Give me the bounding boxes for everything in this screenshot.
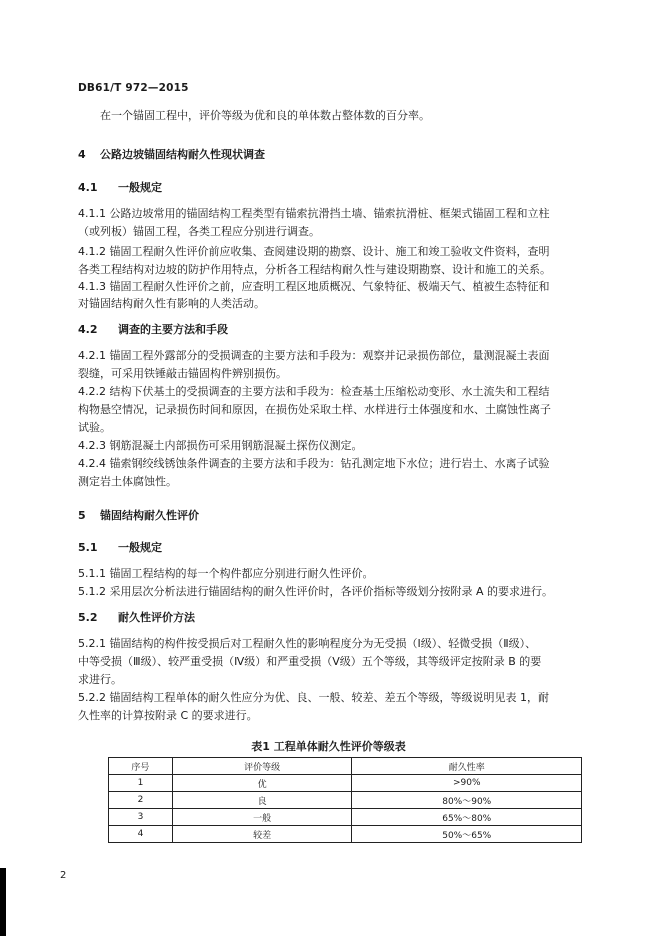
clause-5-1-1-line-1: 5.1.1 锚固工程结构的每一个构件都应分别进行耐久性评价。 [78,567,374,580]
clause-5-2-1-line-2: 中等受损（Ⅲ级）、较严重受损（Ⅳ级）和严重受损（Ⅴ级）五个等级，其等级评定按附录 B 的要 [78,655,542,668]
column-header-index: 序号 [109,758,173,775]
scan-edge-mark [0,868,6,936]
clause-4-1-3-line-1: 4.1.3 锚固工程耐久性评价之前，应查明工程区地质概况、气象特征、极端天气、植被生态特征和 [78,280,550,293]
section-5-2-heading [78,610,195,626]
cell-rate: 50%～65% [352,826,582,843]
clause-4-1-1-line-1: 4.1.1 公路边坡常用的锚固结构工程类型有锚索抗滑挡土墙、锚索抗滑桩、框架式锚固工程和立柱 [78,207,550,220]
section-4-number: 4 [78,148,86,161]
cell-index: 2 [109,792,173,809]
cell-grade: 优 [172,775,352,792]
durability-grade-table [108,757,582,843]
section-5-1-heading [78,540,162,556]
section-5-1-title: 一般规定 [118,541,162,554]
clause-5-2-2-line-2: 久性率的计算按附录 C 的要求进行。 [78,709,258,722]
cell-index: 4 [109,826,173,843]
section-5-number: 5 [78,509,86,522]
section-4-2-title: 调查的主要方法和手段 [118,323,228,336]
table-row [109,792,582,809]
cell-index: 1 [109,775,173,792]
section-4-heading [78,147,265,163]
cell-grade: 良 [172,792,352,809]
table-row [109,809,582,826]
section-4-title: 公路边坡锚固结构耐久性现状调查 [100,148,265,161]
table-row [109,826,582,843]
cell-grade: 一般 [172,809,352,826]
clause-4-1-2-line-1: 4.1.2 锚固工程耐久性评价前应收集、查阅建设期的勘察、设计、施工和竣工验收文件资料，查明 [78,245,550,258]
section-4-1-title: 一般规定 [118,181,162,194]
section-5-1-number: 5.1 [78,541,98,554]
clause-5-2-2-line-1: 5.2.2 锚固结构工程单体的耐久性应分为优、良、一般、较差、差五个等级，等级说明见表 1，耐 [78,691,549,704]
section-4-2-number: 4.2 [78,323,98,336]
section-5-2-title: 耐久性评价方法 [118,611,195,624]
column-header-grade: 评价等级 [172,758,352,775]
clause-4-1-1-line-2: （或列板）锚固工程，各类工程应分别进行调查。 [78,225,320,238]
document-id-header: DB61/T 972—2015 [78,82,189,94]
section-5-heading [78,508,199,524]
section-5-title: 锚固结构耐久性评价 [100,509,199,522]
clause-4-2-4-line-2: 测定岩土体腐蚀性。 [78,475,177,488]
clause-5-2-1-line-1: 5.2.1 锚固结构的构件按受损后对工程耐久性的影响程度分为无受损（Ⅰ级）、轻微受损（Ⅱ级）、 [78,637,537,650]
clause-4-2-2-line-1: 4.2.2 结构下伏基土的受损调查的主要方法和手段为：检查基土压缩松动变形、水土流失和工程结 [78,385,550,398]
clause-5-1-2-line-1: 5.1.2 采用层次分析法进行锚固结构的耐久性评价时，各评价指标等级划分按附录 A 的要求进行。 [78,585,554,598]
clause-4-2-4-line-1: 4.2.4 锚索钢绞线锈蚀条件调查的主要方法和手段为：钻孔测定地下水位；进行岩土、水离子试验 [78,457,550,470]
table-header-row [109,758,582,775]
intro-paragraph: 在一个锚固工程中，评价等级为优和良的单体数占整体数的百分率。 [100,109,430,122]
clause-4-2-2-line-3: 试验。 [78,421,111,434]
cell-rate: >90% [352,775,582,792]
clause-4-1-2-line-2: 各类工程结构对边坡的防护作用特点，分析各工程结构耐久性与建设期勘察、设计和施工的关系。 [78,263,551,276]
clause-4-2-3-line-1: 4.2.3 钢筋混凝土内部损伤可采用钢筋混凝土探伤仪测定。 [78,439,363,452]
section-5-2-number: 5.2 [78,611,98,624]
page-number: 2 [60,870,67,881]
section-4-1-heading [78,180,162,196]
column-header-durability-rate: 耐久性率 [352,758,582,775]
clause-4-2-2-line-2: 构物悬空情况，记录损伤时间和原因，在损伤处采取土样、水样进行土体强度和水、土腐蚀性离子 [78,403,551,416]
clause-4-1-3-line-2: 对锚固结构耐久性有影响的人类活动。 [78,297,265,310]
table-1-caption: 表1 工程单体耐久性评价等级表 [251,740,406,753]
cell-grade: 较差 [172,826,352,843]
section-4-1-number: 4.1 [78,181,98,194]
clause-4-2-1-line-2: 裂缝，可采用铁锤敲击锚固构件辨别损伤。 [78,367,287,380]
section-4-2-heading [78,322,228,338]
cell-index: 3 [109,809,173,826]
clause-4-2-1-line-1: 4.2.1 锚固工程外露部分的受损调查的主要方法和手段为：观察并记录损伤部位，量测混凝土表面 [78,349,550,362]
cell-rate: 80%～90% [352,792,582,809]
cell-rate: 65%～80% [352,809,582,826]
clause-5-2-1-line-3: 求进行。 [78,673,122,686]
table-row [109,775,582,792]
